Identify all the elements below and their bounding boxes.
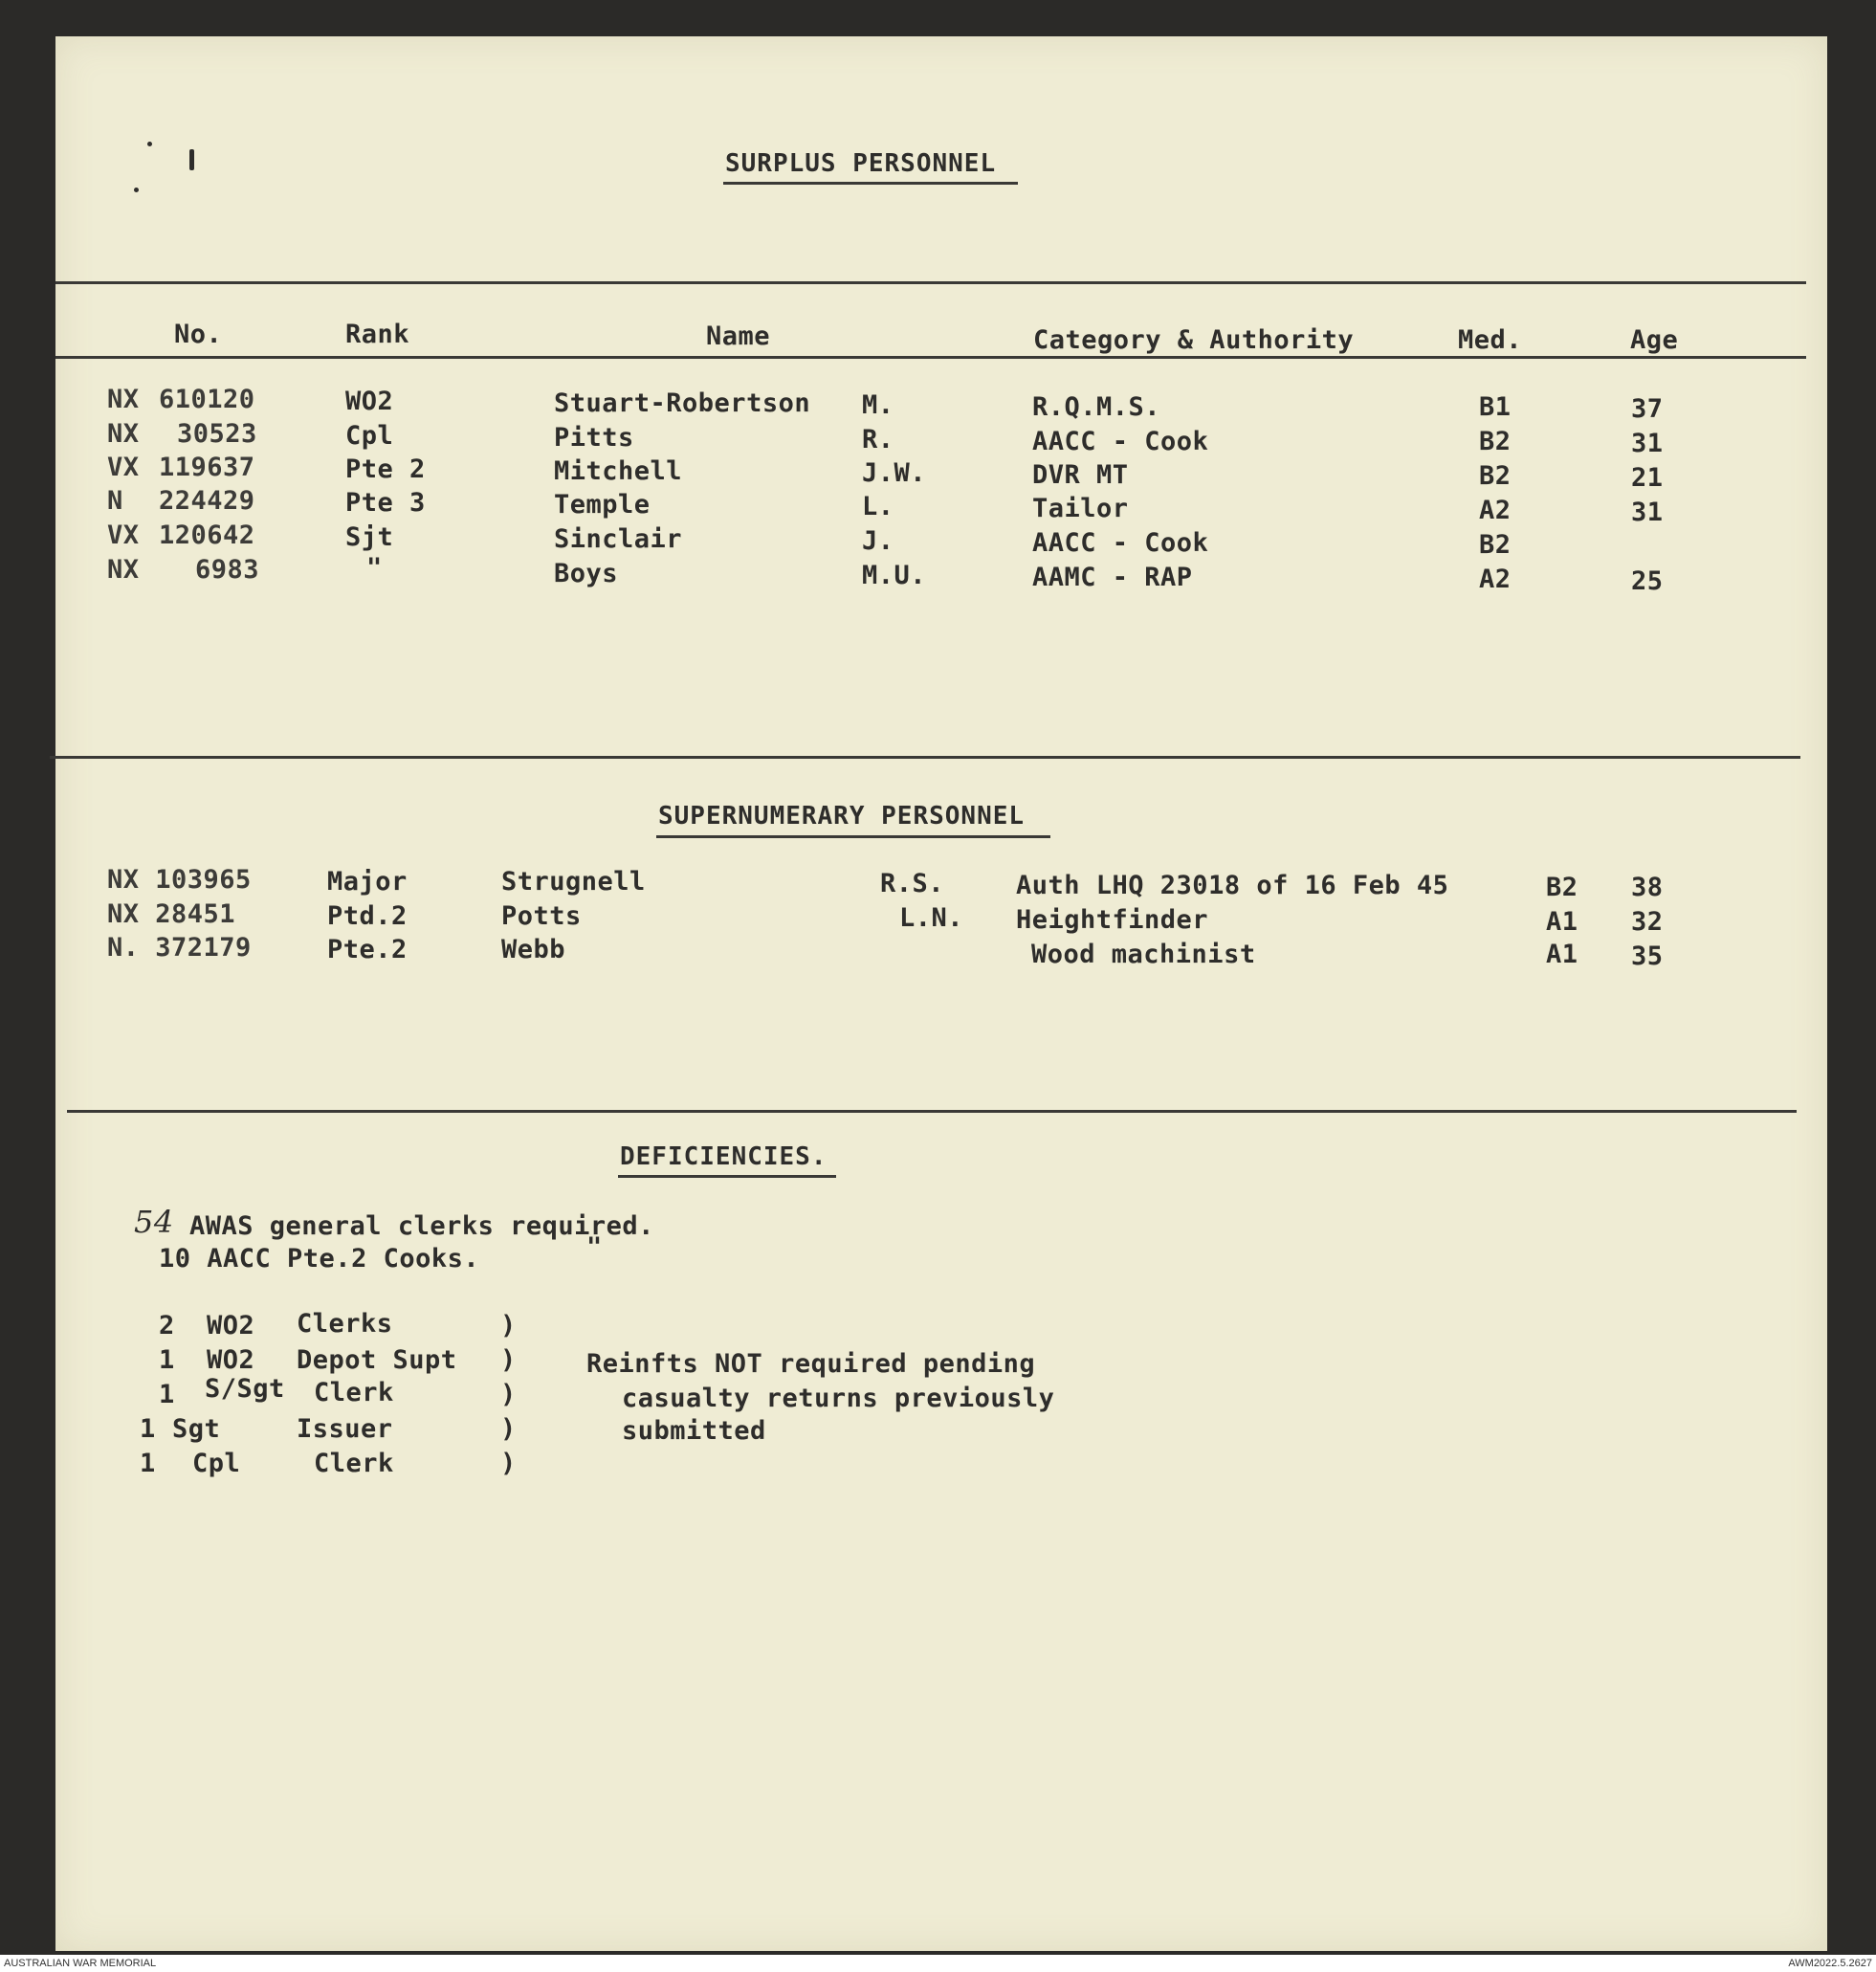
supernumerary-title-underline	[656, 835, 1050, 838]
item-role: Issuer	[297, 1414, 393, 1444]
item-role: Depot Supt	[297, 1345, 457, 1375]
row-med: A1	[1546, 940, 1578, 969]
row-number: 224429	[159, 486, 255, 516]
row-age: 31	[1631, 429, 1664, 458]
row-initials: J.	[862, 526, 894, 556]
surplus-title: SURPLUS PERSONNEL	[725, 149, 997, 178]
row-surname: Webb	[501, 935, 566, 964]
item-rank: S/Sgt	[205, 1374, 285, 1404]
row-number: 610120	[159, 385, 255, 414]
row-number: NX 28451	[107, 899, 236, 929]
surplus-top-rule	[55, 281, 1806, 284]
row-category: Auth LHQ 23018 of 16 Feb 45	[1016, 871, 1449, 900]
item-bracket: )	[500, 1414, 517, 1444]
row-category: Heightfinder	[1016, 905, 1209, 935]
row-initials: L.	[862, 492, 894, 521]
row-initials: R.	[862, 425, 894, 454]
item-qty: 1	[140, 1414, 156, 1444]
row-age: 25	[1631, 566, 1664, 596]
header-no: No.	[174, 320, 223, 349]
row-age: 21	[1631, 463, 1664, 493]
row-prefix: VX	[107, 521, 140, 550]
row-category: Tailor	[1032, 494, 1129, 523]
supernumerary-bottom-rule	[67, 1110, 1797, 1113]
row-rank: Pte 2	[345, 454, 426, 484]
item-rank: WO2	[207, 1345, 255, 1375]
row-med: B2	[1479, 427, 1512, 456]
row-category: AACC - Cook	[1032, 427, 1209, 456]
row-category: DVR MT	[1032, 460, 1129, 490]
row-rank: Cpl	[345, 421, 394, 451]
note-line-1: Reinfts NOT required pending	[586, 1349, 1036, 1379]
row-rank: Major	[327, 867, 408, 897]
supernumerary-title: SUPERNUMERARY PERSONNEL	[658, 802, 1026, 831]
item-rank: Cpl	[192, 1449, 241, 1478]
item-qty: 1	[159, 1380, 175, 1409]
item-role: Clerk	[314, 1449, 394, 1478]
row-age: 32	[1631, 907, 1664, 937]
row-prefix: NX	[107, 385, 140, 414]
deficiencies-title-underline	[618, 1175, 836, 1178]
footer-source: AUSTRALIAN WAR MEMORIAL	[4, 1958, 157, 1969]
ditto-mark: "	[586, 1232, 603, 1262]
item-bracket: )	[500, 1449, 517, 1478]
item-bracket: )	[500, 1311, 517, 1341]
surplus-title-underline	[723, 182, 1018, 185]
row-number: 30523	[177, 419, 257, 449]
ink-speck	[147, 142, 152, 146]
row-surname: Pitts	[554, 423, 634, 453]
row-number: N. 372179	[107, 933, 252, 963]
row-initials: M.U.	[862, 561, 927, 590]
row-prefix: NX	[107, 555, 140, 585]
row-med: B2	[1479, 530, 1512, 560]
item-qty: 1	[159, 1345, 175, 1375]
item-bracket: )	[500, 1345, 517, 1375]
ink-speck	[189, 149, 194, 170]
row-surname: Temple	[554, 490, 651, 520]
row-rank: Pte 3	[345, 488, 426, 518]
row-surname: Strugnell	[501, 867, 646, 897]
header-age: Age	[1630, 325, 1679, 355]
row-med: A2	[1479, 565, 1512, 594]
footer-strip	[0, 1955, 1876, 1972]
row-age: 35	[1631, 942, 1664, 971]
row-category: Wood machinist	[1031, 940, 1256, 969]
footer-reference: AWM2022.5.2627	[1788, 1958, 1872, 1969]
row-surname: Boys	[554, 559, 619, 588]
row-med: A1	[1546, 907, 1578, 937]
header-med: Med.	[1458, 325, 1523, 355]
note-line-3: submitted	[622, 1416, 766, 1446]
row-age: 37	[1631, 394, 1664, 424]
item-rank: WO2	[207, 1311, 255, 1341]
row-surname: Mitchell	[554, 456, 683, 486]
row-med: A2	[1479, 496, 1512, 525]
note-line-2: casualty returns previously	[622, 1384, 1055, 1413]
row-surname: Potts	[501, 901, 582, 931]
row-surname: Sinclair	[554, 524, 683, 554]
row-rank: Sjt	[345, 522, 394, 552]
header-name: Name	[706, 321, 771, 351]
row-age: 38	[1631, 873, 1664, 902]
row-rank: "	[366, 553, 383, 583]
row-prefix: N	[107, 486, 123, 516]
row-med: B1	[1479, 392, 1512, 422]
row-number: 120642	[159, 521, 255, 550]
header-rank: Rank	[345, 320, 410, 349]
row-med: B2	[1546, 873, 1578, 902]
item-rank: Sgt	[172, 1414, 221, 1444]
row-category: R.Q.M.S.	[1032, 392, 1161, 422]
surplus-header-rule	[55, 356, 1806, 359]
row-initials: R.S.	[880, 869, 945, 898]
row-rank: Ptd.2	[327, 901, 408, 931]
deficiencies-title: DEFICIENCIES.	[620, 1142, 828, 1171]
row-prefix: NX	[107, 419, 140, 449]
item-qty: 2	[159, 1311, 175, 1341]
row-initials: M.	[862, 390, 894, 420]
row-age: 31	[1631, 498, 1664, 527]
item-role: Clerks	[297, 1309, 393, 1339]
row-number: 119637	[159, 453, 255, 482]
row-category: AACC - Cook	[1032, 528, 1209, 558]
deficiency-line-cooks: 10 AACC Pte.2 Cooks.	[159, 1244, 480, 1274]
row-initials: J.W.	[862, 458, 927, 488]
row-prefix: VX	[107, 453, 140, 482]
deficiency-line-awas: AWAS general clerks required.	[189, 1211, 654, 1241]
header-category: Category & Authority	[1033, 325, 1355, 355]
row-rank: Pte.2	[327, 935, 408, 964]
document-page	[55, 36, 1827, 1951]
item-qty: 1	[140, 1449, 156, 1478]
item-role: Clerk	[314, 1378, 394, 1407]
row-initials: L.N.	[899, 903, 964, 933]
handwritten-count: 54	[134, 1204, 174, 1240]
ink-speck	[134, 188, 139, 192]
row-number: NX 103965	[107, 865, 252, 895]
item-bracket: )	[500, 1380, 517, 1409]
row-rank: WO2	[345, 387, 394, 416]
row-category: AAMC - RAP	[1032, 563, 1193, 592]
row-number: 6983	[195, 555, 260, 585]
row-surname: Stuart-Robertson	[554, 388, 811, 418]
row-med: B2	[1479, 461, 1512, 491]
surplus-bottom-rule	[50, 756, 1800, 759]
